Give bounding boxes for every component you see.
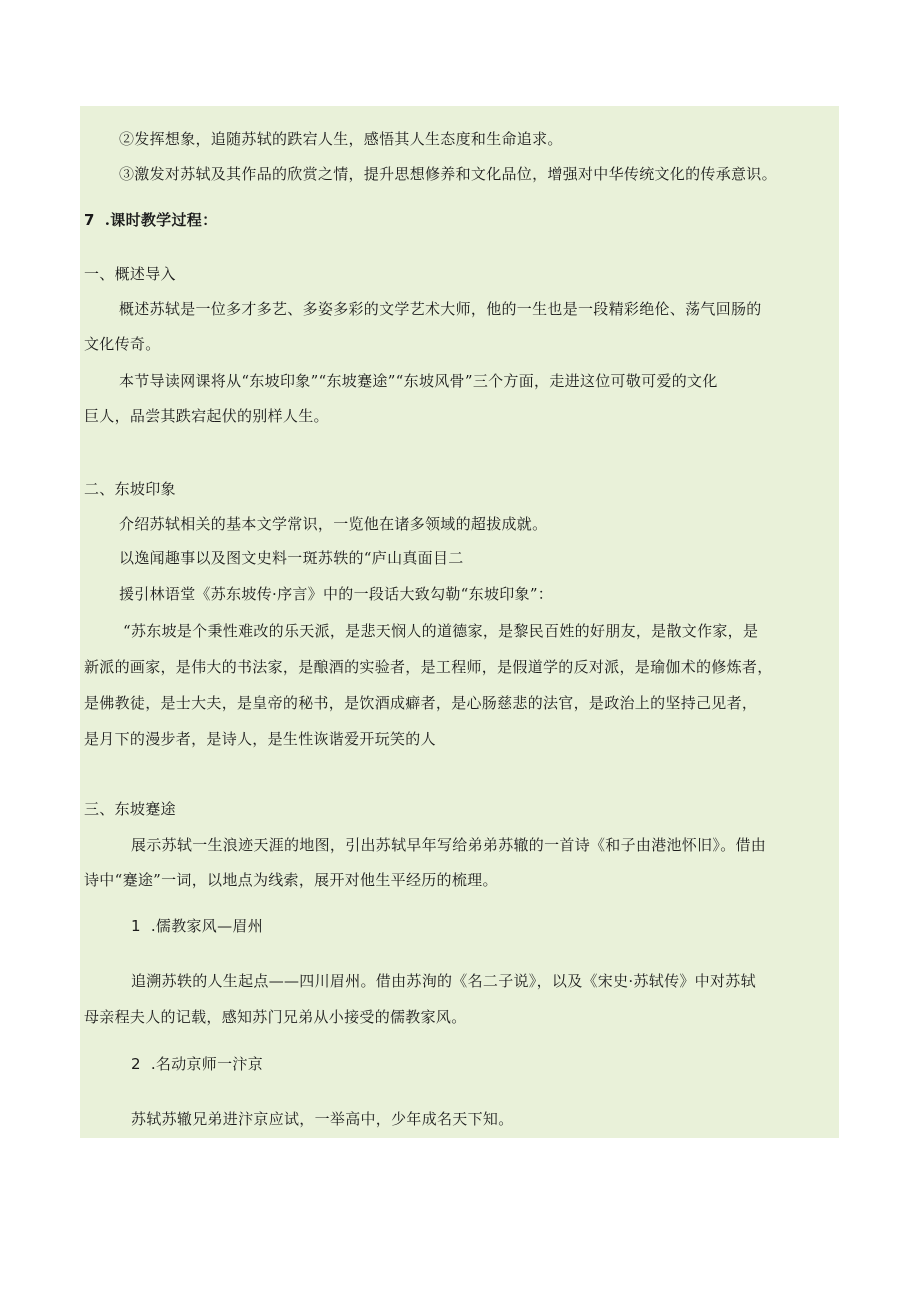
section1-paragraph: 巨人，品尝其跌宕起伏的别样人生。	[84, 407, 329, 425]
section2-paragraph: 援引林语堂《苏东坡传·序言》中的一段话大致勾勒“东坡印象”：	[119, 585, 554, 603]
section1-paragraph: 文化传奇。	[84, 335, 161, 353]
subsection-2-number: 2	[131, 1055, 141, 1073]
section2-title: 二、东坡印象	[84, 480, 176, 498]
section1-paragraph: 概述苏轼是一位多才多艺、多姿多彩的文学艺术大师，他的一生也是一段精彩绝伦、荡气回肠的	[119, 300, 762, 318]
objective-item-3: ③激发对苏轼及其作品的欣赏之情，提升思想修养和文化品位，增强对中华传统文化的传承意识。	[119, 165, 777, 183]
subsection-1-number: 1	[131, 917, 141, 935]
subsection-2-text: .名动京师一汴京	[150, 1055, 264, 1073]
process-heading	[84, 209, 217, 231]
subsection-1-text: .儒教家风—眉州	[150, 917, 264, 935]
subsection-1-paragraph: 母亲程夫人的记载，感知苏门兄弟从小接受的儒教家风。	[84, 1008, 467, 1026]
objective-item-2: ②发挥想象，追随苏轼的跌宕人生，感悟其人生态度和生命追求。	[119, 130, 563, 148]
section1-title: 一、概述导入	[84, 265, 176, 283]
section3-paragraph: 展示苏轼一生浪迹天涯的地图，引出苏轼早年写给弟弟苏辙的一首诗《和子由港池怀旧》。借由	[131, 836, 767, 854]
subsection-1-heading	[131, 915, 263, 937]
quote-line: 新派的画家，是伟大的书法家，是酿酒的实验者，是工程师，是假道学的反对派，是瑜伽术的修炼者，	[84, 658, 773, 676]
process-heading-text: .课时教学过程：	[104, 211, 218, 229]
section2-paragraph: 以逸闻趣事以及图文史料一斑苏轶的“庐山真面目二	[119, 549, 464, 567]
section1-paragraph: 本节导读网课将从“东坡印象”“东坡蹇途”“东坡风骨”三个方面，走进这位可敬可爱的文化	[119, 372, 718, 390]
quote-line: “苏东坡是个秉性难改的乐天派，是悲天悯人的道德家，是黎民百姓的好朋友，是散文作家，是	[123, 622, 759, 640]
subsection-2-paragraph: 苏轼苏辙兄弟进汴京应试，一举高中，少年成名天下知。	[131, 1110, 514, 1128]
quote-line: 是佛教徒，是士大夫，是皇帝的秘书，是饮酒成癖者，是心肠慈悲的法官，是政治上的坚持己见者，	[84, 694, 758, 712]
section3-paragraph: 诗中“蹇途”一词，以地点为线索，展开对他生平经历的梳理。	[84, 871, 498, 889]
subsection-2-heading	[131, 1053, 263, 1075]
quote-line: 是月下的漫步者，是诗人，是生性诙谐爱开玩笑的人	[84, 730, 436, 748]
section2-paragraph: 介绍苏轼相关的基本文学常识，一览他在诸多领域的超拔成就。	[119, 515, 548, 533]
subsection-1-paragraph: 追溯苏轶的人生起点——四川眉州。借由苏洵的《名二子说》，以及《宋史·苏轼传》中对苏轼	[131, 972, 756, 990]
section3-title: 三、东坡蹇途	[84, 800, 176, 818]
process-heading-number: 7	[84, 211, 95, 229]
